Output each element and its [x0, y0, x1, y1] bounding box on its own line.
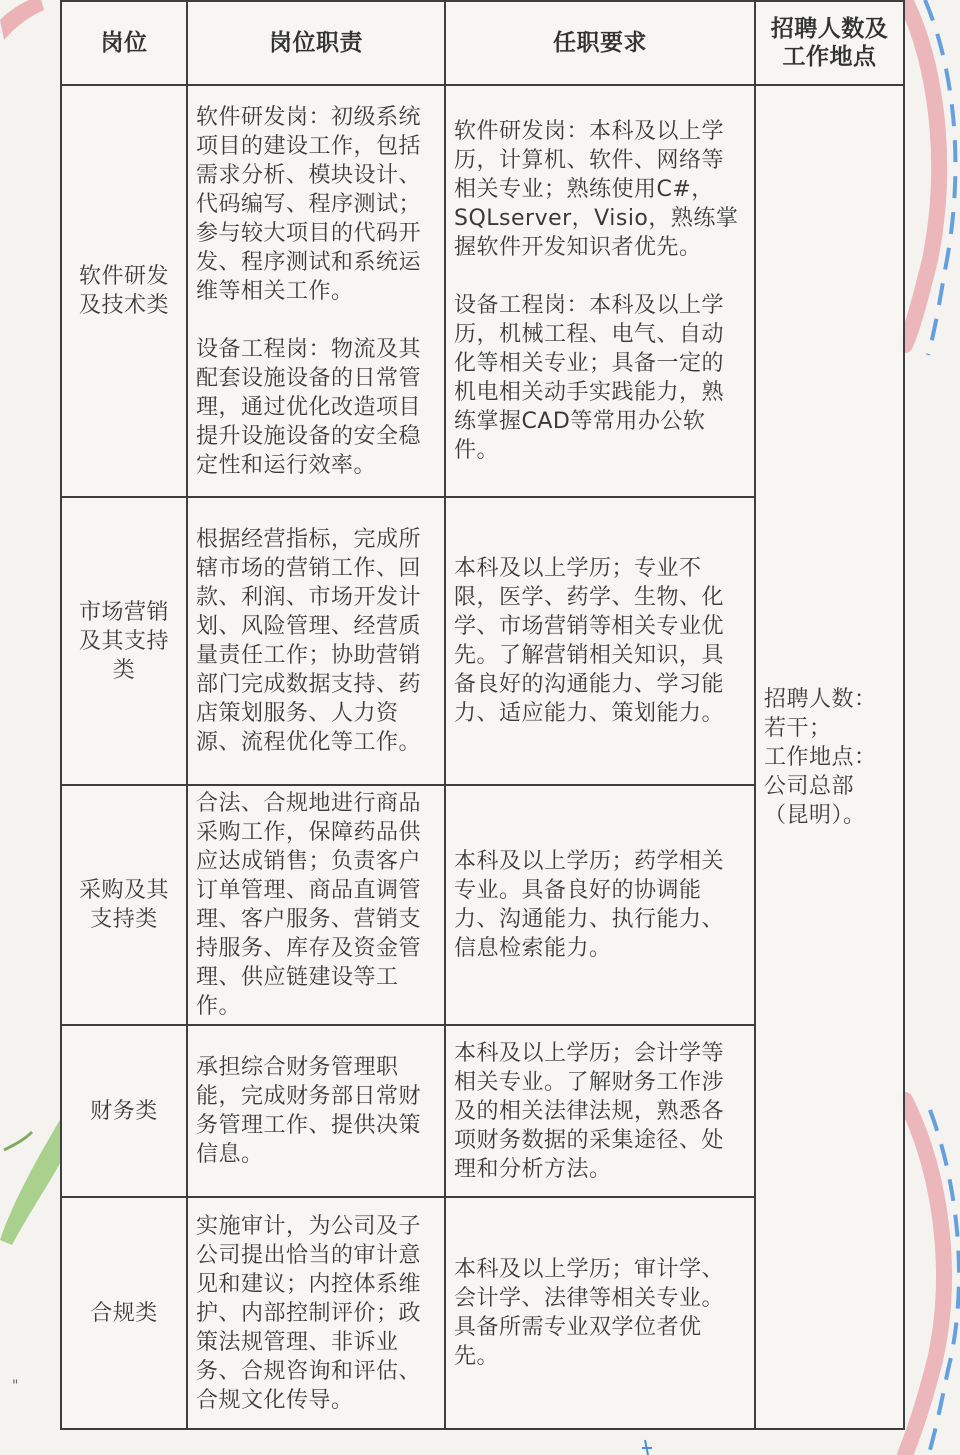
count-location-cell	[755, 85, 904, 1429]
location-label: 工作地点：	[764, 744, 877, 770]
requirements-cell	[445, 1025, 755, 1197]
duties-cell	[187, 1197, 445, 1429]
requirements-paragraph: 设备工程岗：本科及以上学历，机械工程、电气、自动化等相关专业；具备一定的机电相关动手实践能力，熟练掌握CAD等常用办公软件。	[454, 293, 725, 463]
header-position: 岗位	[61, 1, 187, 85]
position-cell: 采购及其支持类	[61, 785, 187, 1025]
green-leaf-left	[0, 1120, 62, 1245]
requirements-cell	[445, 785, 755, 1025]
requirements-cell	[445, 1197, 755, 1429]
header-duties: 岗位职责	[187, 1, 445, 85]
table-row	[61, 85, 904, 497]
requirements-paragraph: 本科及以上学历；专业不限，医学、药学、生物、化学、市场营销等相关专业优先。了解营销相关知识，具备良好的沟通能力、学习能力、适应能力、策划能力。	[454, 556, 725, 726]
duties-cell	[187, 85, 445, 497]
duties-paragraph: 承担综合财务管理职能，完成财务部日常财务管理工作、提供决策信息。	[196, 1055, 422, 1167]
pink-brush-stroke-top-left	[0, 0, 44, 40]
header-requirements: 任职要求	[445, 1, 755, 85]
duties-paragraph: 根据经营指标，完成所辖市场的营销工作、回款、利润、市场开发计划、风险管理、经营质量责任工作；协助营销部门完成数据支持、药店策划服务、人力资源、流程优化等工作。	[196, 527, 422, 755]
location-value: 公司总部	[764, 773, 855, 799]
requirements-cell	[445, 497, 755, 785]
duties-paragraph: 设备工程岗：物流及其配套设施设备的日常管理，通过优化改造项目提升设施设备的安全稳定性和运行效率。	[196, 336, 422, 478]
duties-paragraph: 软件研发岗：初级系统项目的建设工作，包括需求分析、模块设计、代码编写、程序测试；参与较大项目的代码开发、程序测试和系统运维等相关工作。	[196, 104, 422, 304]
duties-cell	[187, 785, 445, 1025]
duties-paragraph: 合法、合规地进行商品采购工作，保障药品供应达成销售；负责客户订单管理、商品直调管理、客户服务、营销支持服务、库存及资金管理、供应链建设等工作。	[196, 791, 422, 1019]
table-header-row	[61, 1, 904, 85]
requirements-paragraph: 本科及以上学历；药学相关专业。具备良好的协调能力、沟通能力、执行能力、信息检索能力。	[454, 849, 725, 961]
requirements-paragraph: 软件研发岗：本科及以上学历，计算机、软件、网络等相关专业；熟练使用C#，SQLserver，Visio，熟练掌握软件开发知识者优先。	[454, 119, 739, 260]
pink-brush-stroke-right-top	[905, 0, 939, 345]
requirements-paragraph: 本科及以上学历；审计学、会计学、法律等相关专业。具备所需专业双学位者优先。	[454, 1257, 725, 1369]
count-label: 招聘人数：	[764, 686, 877, 712]
green-leaf-left-detail	[4, 1132, 32, 1150]
recruitment-table	[60, 0, 905, 1430]
duties-paragraph: 实施审计，为公司及子公司提出恰当的审计意见和建议；内控体系维护、内部控制评价；政策法规管理、非诉业务、合规咨询和评估、合规文化传导。	[196, 1213, 422, 1413]
header-count-location: 招聘人数及工作地点	[755, 1, 904, 85]
pink-brush-stroke-right-bottom	[905, 1100, 944, 1455]
requirements-cell	[445, 85, 755, 497]
position-cell: 市场营销及其支持类	[61, 497, 187, 785]
position-cell: 合规类	[61, 1197, 187, 1429]
position-cell: 软件研发及技术类	[61, 85, 187, 497]
count-value: 若干；	[764, 715, 832, 741]
small-blue-mark-bottom	[642, 1440, 652, 1455]
small-quote-mark: "	[12, 1378, 19, 1394]
requirements-paragraph: 本科及以上学历；会计学等相关专业。了解财务工作涉及的相关法律法规，熟悉各项财务数据的采集途径、处理和分析方法。	[454, 1040, 725, 1182]
duties-cell	[187, 497, 445, 785]
duties-cell	[187, 1025, 445, 1197]
location-city: （昆明）。	[764, 802, 866, 828]
position-cell: 财务类	[61, 1025, 187, 1197]
